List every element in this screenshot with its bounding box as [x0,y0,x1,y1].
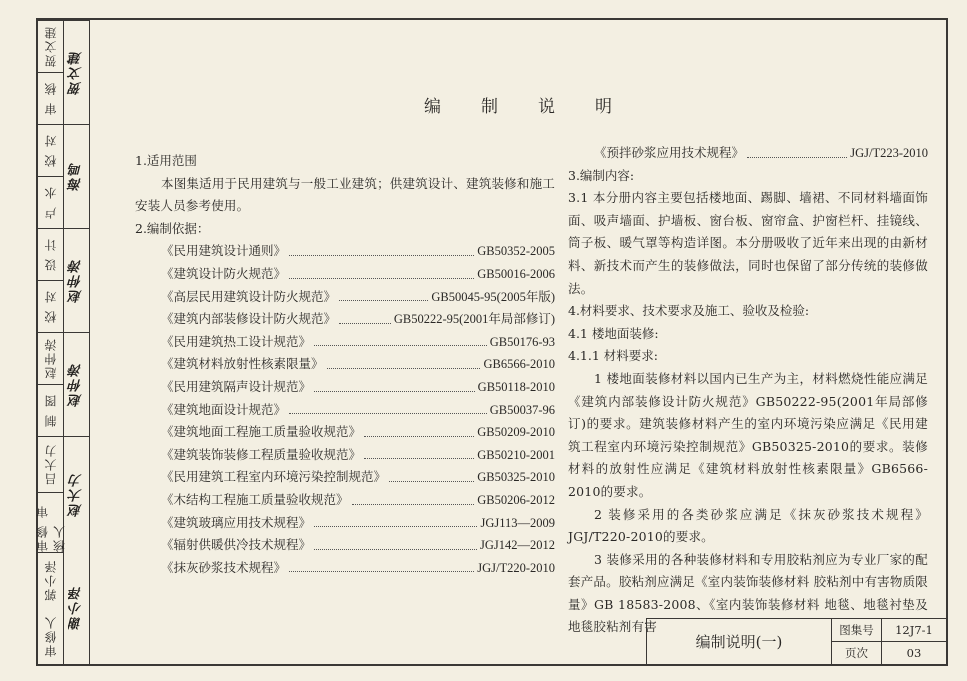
standard-item: 《民用建筑设计通则》 GB50352-2005 [135,240,555,263]
standard-item: 《建筑地面设计规范》 GB50037-96 [135,399,555,422]
title-block-grid [832,619,946,664]
signature: 赵大力 [64,436,90,552]
section-heading: 4.材料要求、技术要求及施工、验收及检验: [568,303,810,319]
atlas-value: 12J7-1 [882,619,946,642]
sidebar-cell: 校 对 [38,280,63,332]
standard-item: 《抹灰砂浆技术规程》 JGJ/T220-2010 [135,557,555,580]
standard-item: 《辐射供暖供冷技术规程》 JGJ142—2012 [135,534,555,557]
drawing-name: 编制说明(一) [647,619,832,664]
section-heading: 4.1.1 材料要求: [568,348,658,364]
right-column [568,142,928,639]
signature: 谢小泽 [69,585,85,631]
paragraph: 本图集适用于民用建筑与一般工业建筑；供建筑设计、建筑装修和施工安装人员参考使用。 [135,175,555,214]
standard-item: 《建筑设计防火规范》 GB50016-2006 [135,263,555,286]
standards-list [135,240,555,579]
signature: 海鸣 [64,124,90,228]
title-block [646,618,946,664]
sidebar-cell: 制 图 [38,384,63,436]
standard-item: 《民用建筑隔声设计规范》 GB50118-2010 [135,376,555,399]
sidebar-cell: 校 对 [38,124,63,176]
section-heading: 3.编制内容: [568,167,635,183]
signature-sidebar [35,20,90,664]
signature: 赵仲涛 [64,228,90,332]
standard-item: 《建筑材料放射性核素限量》 GB6566-2010 [135,353,555,376]
standard-item: 《预拌砂浆应用技术规程》 JGJ/T223-2010 [568,142,928,165]
standard-item: 《民用建筑工程室内环境污染控制规范》 GB50325-2010 [135,466,555,489]
sidebar-cell: 审修 审核人 [38,492,63,552]
sidebar-labels-column [35,20,67,664]
page-value: 03 [906,645,922,660]
paragraph: 3 装修采用的各种装修材料和专用胶粘剂应为专业厂家的配套产品。胶粘剂应满足《室内装饰装修材料 胶粘剂中有害物质限量》GB 18583-2008、《室内装饰装修材料 地毯、地毯衬垫及地毯胶粘剂有害 [568,551,928,635]
section-heading: 1.适用范围 [135,153,197,168]
left-column [135,150,555,579]
signature: 赵仲涛 [64,332,90,436]
main-content [90,20,946,664]
standard-item: 《建筑地面工程施工质量验收规范》 GB50209-2010 [135,421,555,444]
sidebar-cell: 吕大力 [38,436,63,492]
atlas-label: 图集号 [832,619,882,642]
sidebar-cell: 设 计 [38,228,63,280]
standard-item: 《建筑玻璃应用技术规程》 JGJ113—2009 [135,512,555,535]
page-title: 编制说明 [424,97,652,117]
section-heading: 2.编制依据： [135,220,210,236]
sidebar-signatures-column [64,20,90,664]
sidebar-cell: 审 核 [38,72,63,124]
signature: 贺文建 [64,20,90,124]
standard-item: 《建筑内部装修设计防火规范》 GB50222-95(2001年局部修订) [135,308,555,331]
paragraph: 3.1 本分册内容主要包括楼地面、踢脚、墙裙、不同材料墙面饰面、吸声墙面、护墙板、窗台板、窗帘盒、护窗栏杆、挂镜线、筒子板、暖气罩等构造详图。本分册吸收了近年来出现的由新材料、新技术而产生的装修做法，同时也保留了部分传统的装修做法。 [568,190,928,296]
standard-item: 《高层民用建筑设计防火规范》 GB50045-95(2005年版) [135,286,555,309]
paragraph: 2 装修采用的各类砂浆应满足《抹灰砂浆技术规程》JGJ/T220-2010的要求。 [568,506,928,545]
drawing-sheet [36,18,948,666]
standard-item: 《建筑装饰装修工程质量验收规范》 GB50210-2001 [135,444,555,467]
section-heading: 4.1 楼地面装修: [568,325,659,341]
page-label: 页次 [832,642,882,665]
sidebar-cell: 卢 水 [38,176,63,228]
paragraph: 1 楼地面装修材料以国内已生产为主，材料燃烧性能应满足《建筑内部装修设计防火规范》GB50222-95(2001年局部修订)的要求。建筑装修材料产生的室内环境污染应满足《民用建筑工程室内环境污染控制规范》GB50325-2010的要求。装修材料的放射性应满足《建筑材料放射性核素限量》GB6566-2010的要求。 [568,370,928,499]
sidebar-cell: 审修人 [44,615,58,657]
sidebar-cell: 郭小泽 [38,552,63,608]
standard-item: 《木结构工程施工质量验收规范》 GB50206-2012 [135,489,555,512]
standard-item: 《民用建筑热工设计规范》 GB50176-93 [135,331,555,354]
sidebar-cell: 赵仲涛 [38,332,63,384]
sidebar-cell: 贺文建 [38,20,63,72]
